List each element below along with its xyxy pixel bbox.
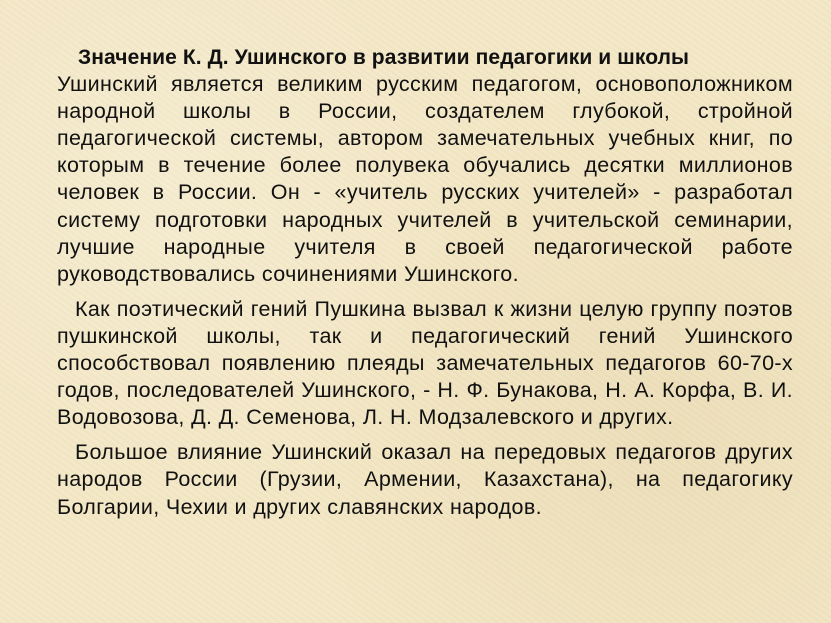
slide-content	[57, 44, 793, 521]
paragraph-2: Как поэтический гений Пушкина вызвал к жизни целую группу поэтов пушкинской школы, так и педагогический гений Ушинского способствовал появлению плеяды замечательных педагогов 60-70-х годов, последователей Ушинского, - Н. Ф. Бунакова, Н. А. Корфа, В. И. Водовозова, Д. Д. Семенова, Л. Н. Модзалевского и других.	[57, 296, 793, 430]
paragraph-1: Ушинский является великим русским педагогом, основоположником народной школы в России, создателем глубокой, стройной педагогической системы, автором замечательных учебных книг, по которым в течение более полувека обучались десятки миллионов человек в России. Он - «учитель русских учителей» - разработал систему подготовки народных учителей в учительской семинарии, лучшие народные учителя в своей педагогической работе руководствовались сочинениями Ушинского.	[57, 72, 793, 286]
slide-heading: Значение К. Д. Ушинского в развитии педагогики и школы	[78, 46, 690, 69]
paragraph-3: Большое влияние Ушинский оказал на передовых педагогов других народов России (Грузии, Армении, Казахстана), на педагогику Болгарии, Чехии и других славянских народов.	[57, 440, 793, 519]
